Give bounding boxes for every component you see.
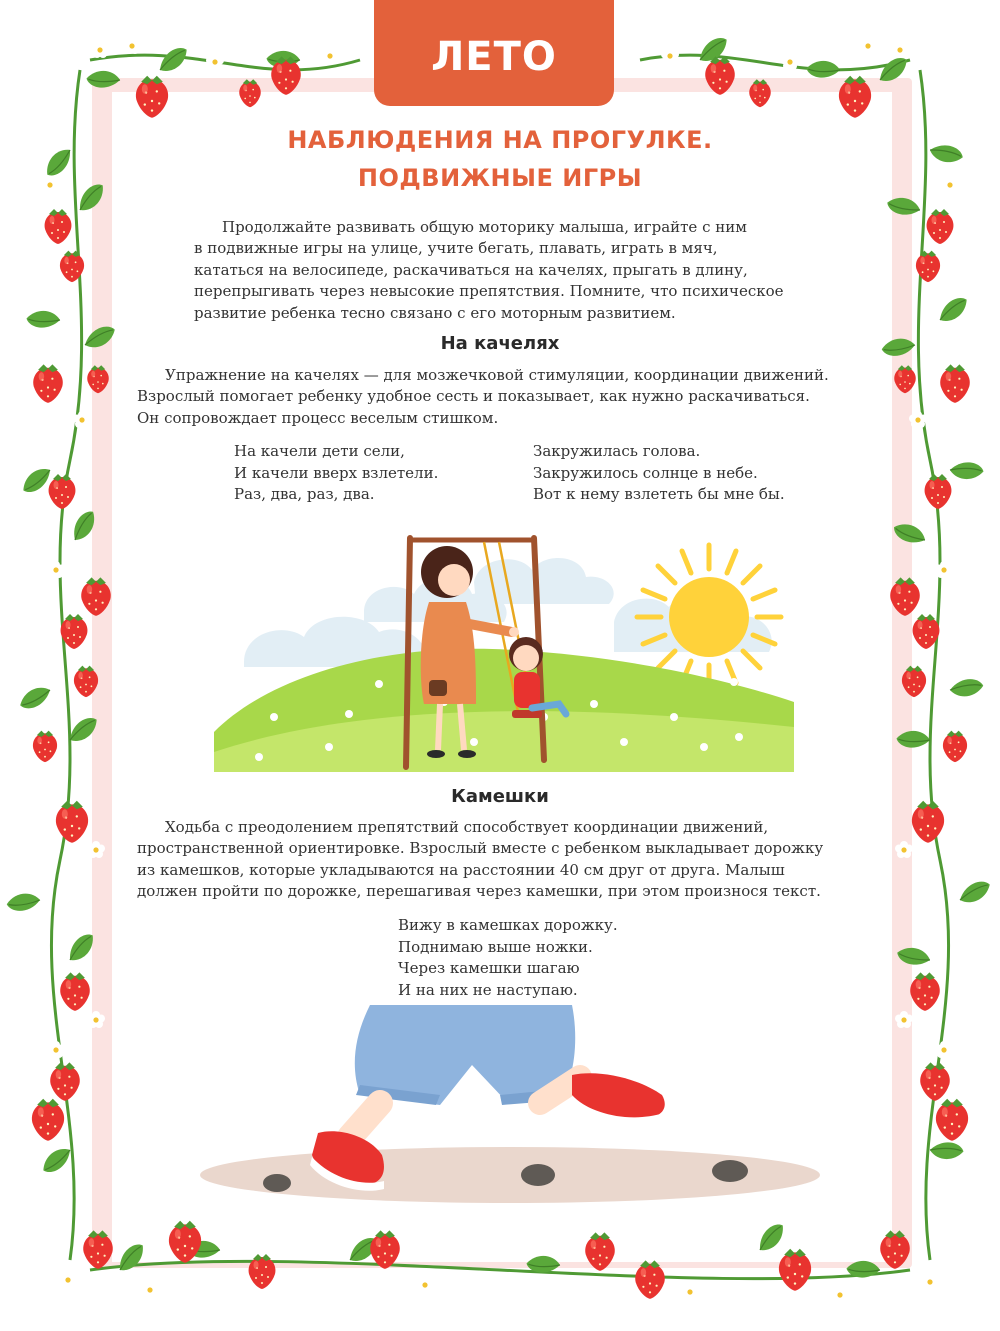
verse-line: На качели дети сели,: [234, 442, 405, 460]
verse-line: Поднимаю выше ножки.: [398, 937, 593, 956]
intro-line: в подвижные игры на улице, учите бегать, плавать, играть в мяч,: [194, 239, 718, 258]
sun-icon: [637, 545, 781, 689]
verse-line: И на них не наступаю.: [398, 980, 578, 999]
stones-verse: [398, 915, 618, 1001]
stones-line: пространственной ориентировке. Взрослый вместе с ребенком выкладывает дорожку: [137, 839, 824, 858]
verse-line: Раз, два, раз, два.: [234, 485, 375, 503]
stones-line: Ходьба с преодолением препятствий способствует координации движений,: [165, 818, 769, 836]
intro-line: кататься на велосипеде, раскачиваться на качелях, прыгать в длину,: [194, 260, 748, 279]
verse-line: Закружилась голова.: [533, 442, 701, 460]
verse-line: Через камешки шагаю: [398, 959, 580, 977]
swing-verse-right: [533, 441, 785, 506]
walking-illustration: [200, 1005, 820, 1205]
swing-paragraph: [137, 365, 867, 429]
swing-line: Упражнение на качелях — для мозжечковой стимуляции, координации движений.: [165, 366, 829, 384]
verse-line: И качели вверх взлетели.: [234, 463, 439, 482]
page-title-line-2: ПОДВИЖНЫЕ ИГРЫ: [357, 164, 643, 192]
swing-illustration: [214, 532, 794, 772]
intro-line: Продолжайте развивать общую моторику малыша, играйте с ним: [222, 218, 747, 236]
page-title-line-1: НАБЛЮДЕНИЯ НА ПРОГУЛКЕ.: [287, 126, 713, 154]
stones-line: из камешков, которые укладываются на расстоянии 40 см друг от друга. Малыш: [137, 860, 785, 879]
intro-paragraph: [194, 217, 810, 324]
verse-line: Вижу в камешках дорожку.: [398, 916, 618, 934]
swing-heading: На качелях: [440, 333, 560, 354]
season-label: ЛЕТО: [431, 34, 557, 80]
stones-paragraph: [137, 817, 867, 903]
stones-heading: Камешки: [451, 786, 549, 807]
swing-line: Взрослый помогает ребенку удобное сесть и показывает, как нужно раскачиваться.: [137, 387, 810, 406]
season-tab: [374, 0, 614, 106]
stones-line: должен пройти по дорожке, перешагивая через камешки, при этом произнося текст.: [137, 882, 821, 901]
intro-line: перепрыгивать через невысокие препятствия. Помните, что психическое: [194, 282, 784, 301]
verse-line: Закружилось солнце в небе.: [533, 463, 758, 482]
verse-line: Вот к нему взлететь бы мне бы.: [533, 485, 785, 503]
swing-verse-left: [234, 441, 438, 506]
swing-line: Он сопровождает процесс веселым стишком.: [137, 408, 499, 427]
intro-line: развитие ребенка тесно связано с его моторным развитием.: [194, 303, 676, 322]
